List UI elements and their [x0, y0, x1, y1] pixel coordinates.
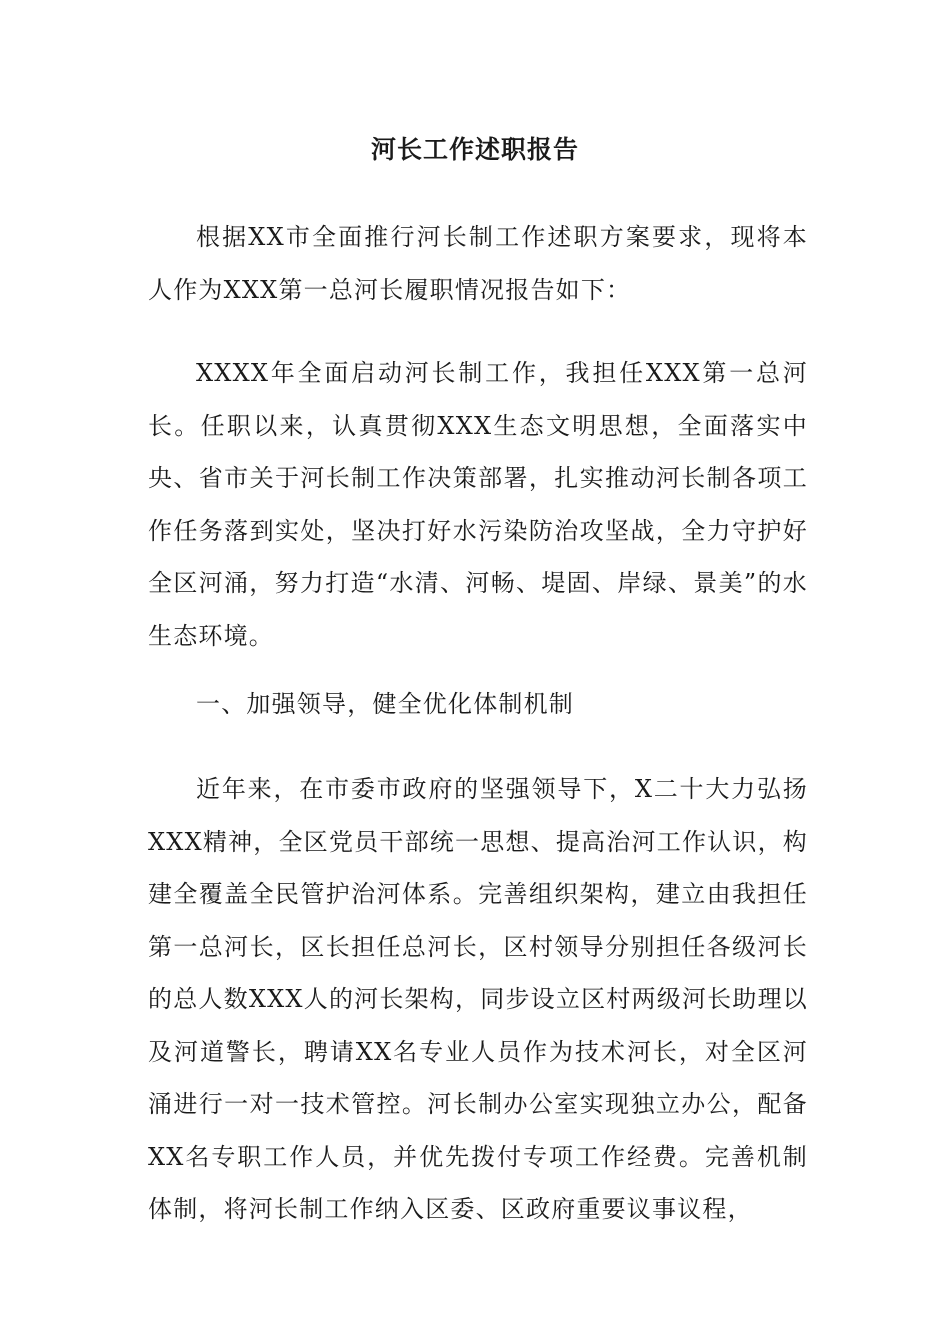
section-heading: 一、加强领导，健全优化体制机制	[196, 690, 574, 718]
section-body-paragraph: 近年来，在市委市政府的坚强领导下，X二十大力弘扬XXX精神，全区党员干部统一思想、提高治河工作认识，构建全覆盖全民管护治河体系。完善组织架构，建立由我担任第一总河长，区长担任总河长，区村领导分别担任各级河长的总人数XXX人的河长架构，同步设立区村两级河长助理以及河道警长，聘请XX名专业人员作为技术河长，对全区河涌进行一对一技术管控。河长制办公室实现独立办公，配备XX名专职工作人员，并优先拨付专项工作经费。完善机制体制，将河长制工作纳入区委、区政府重要议事议程，	[148, 775, 808, 1223]
overview-paragraph: XXXX年全面启动河长制工作，我担任XXX第一总河长。任职以来，认真贯彻XXX生态文明思想，全面落实中央、省市关于河长制工作决策部署，扎实推动河长制各项工作任务落到实处，坚决打好水污染防治攻坚战，全力守护好全区河涌，努力打造“水清、河畅、堤固、岸绿、景美”的水生态环境。	[148, 359, 808, 650]
intro-paragraph: 根据XX市全面推行河长制工作述职方案要求，现将本人作为XXX第一总河长履职情况报告如下：	[148, 223, 808, 304]
document-title: 河长工作述职报告	[370, 135, 579, 164]
